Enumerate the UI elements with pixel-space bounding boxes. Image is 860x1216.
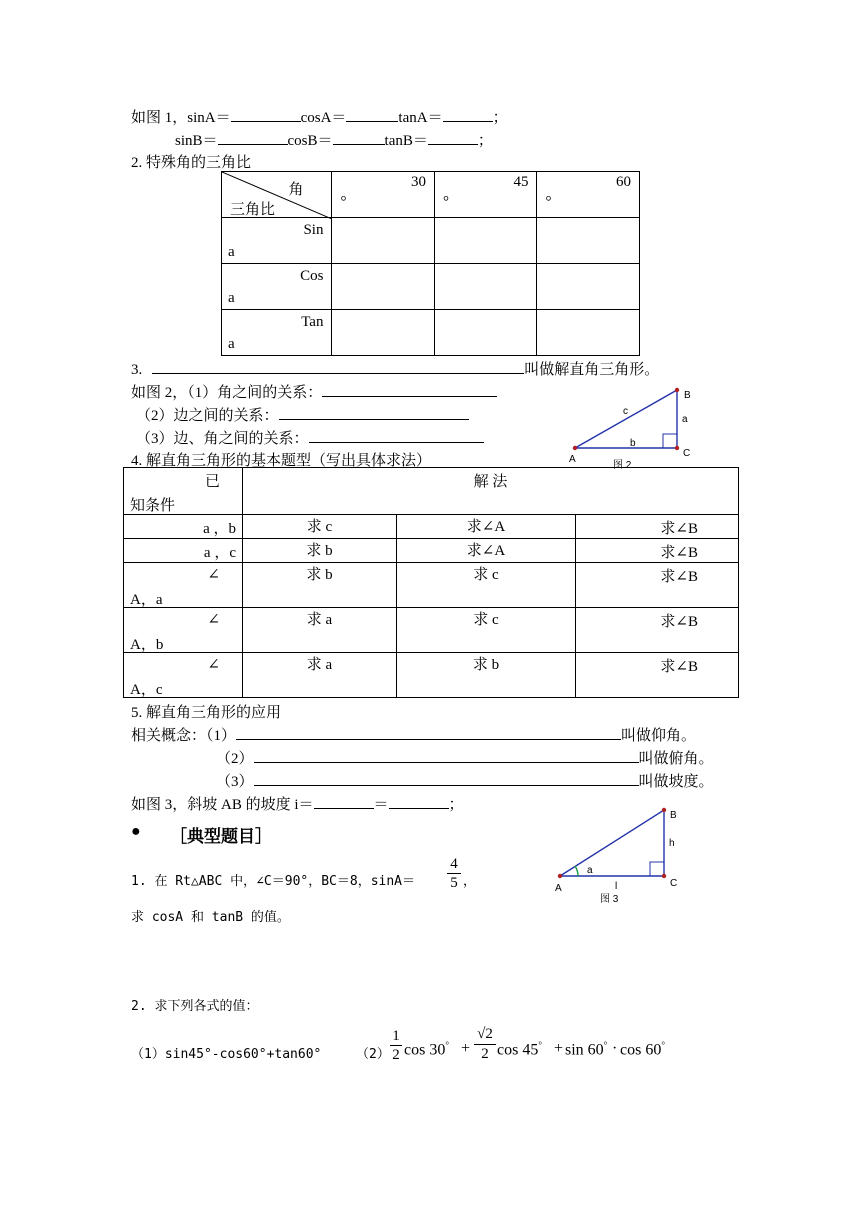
concept-1-line: 相关概念：（1） 叫做仰角。 [131, 724, 696, 745]
bullet-icon: ● [131, 823, 141, 840]
blank[interactable] [152, 359, 524, 374]
vertex-c-label: C [683, 448, 691, 459]
cond-cell: ∠ A，c [124, 653, 243, 698]
header-solution: 解 法 [243, 468, 739, 515]
solve-types-table [123, 467, 739, 698]
side-b-label: b [630, 438, 636, 449]
blank[interactable] [428, 130, 478, 145]
sin-cos-tan-line-b: sinB＝ cosB＝ tanB＝ ； [175, 129, 493, 150]
question-2-title: 2. 求下列各式的值： [131, 999, 259, 1014]
vertex-c-label: C [670, 878, 678, 889]
solve-cell: 求 b [243, 563, 397, 608]
blank[interactable] [231, 107, 301, 122]
blank[interactable] [443, 107, 493, 122]
solve-cell: 求 c [397, 563, 576, 608]
blank[interactable] [322, 382, 497, 397]
row-label-cos: Cos a [222, 264, 332, 310]
corner-bottom-label: 三角比 [230, 202, 276, 218]
solve-cell: 求 b [397, 653, 576, 698]
blank[interactable] [254, 771, 639, 786]
question-2-part-1: （1）sin45°-cos60°+tan60° [131, 1047, 322, 1062]
solve-cell: 求∠A [397, 515, 576, 539]
answer-cell[interactable] [332, 264, 435, 310]
vertex-a-label: A [555, 883, 562, 894]
header-45: 45 ° [434, 172, 537, 218]
vertex-b-label: B [684, 390, 691, 401]
fraction-4-5 [447, 856, 461, 892]
solve-cell: 求∠B [576, 563, 739, 608]
expr-sin60: sin 60° [565, 1040, 608, 1059]
sin-cos-tan-line-a: 如图 1，sinA＝ cosA＝ tanA＝ ； [131, 106, 508, 127]
fraction-denominator: 5 [447, 873, 461, 892]
plus-sign: + [461, 1040, 471, 1057]
blank[interactable] [346, 107, 398, 122]
vertex-b-label: B [670, 810, 677, 821]
answer-cell[interactable] [434, 264, 537, 310]
side-a-label: a [682, 414, 688, 425]
expr-cos30: cos 30° [404, 1040, 449, 1059]
side-relation-line: （2）边之间的关系： [136, 404, 469, 425]
answer-cell[interactable] [332, 310, 435, 356]
figure-2-triangle [560, 382, 700, 470]
side-angle-relation-line: （3）边、角之间的关系： [136, 427, 484, 448]
answer-cell[interactable] [537, 264, 640, 310]
answer-cell[interactable] [332, 218, 435, 264]
blank[interactable] [309, 428, 484, 443]
question-1-line: 1. 在 Rt△ABC 中，∠C＝90°，BC＝8，sinA＝ [131, 874, 416, 889]
blank[interactable] [218, 130, 288, 145]
answer-cell[interactable] [434, 218, 537, 264]
special-angle-table [221, 171, 640, 356]
header-30: 30 ° [332, 172, 435, 218]
solve-cell: 求 b [243, 539, 397, 563]
solve-cell: 求∠B [576, 539, 739, 563]
vertex-a-label: A [569, 454, 576, 465]
row-label-tan: Tan a [222, 310, 332, 356]
blank[interactable] [279, 405, 469, 420]
cond-cell: ∠ A，a [124, 563, 243, 608]
cond-cell: a ，b [124, 515, 243, 539]
answer-cell[interactable] [434, 310, 537, 356]
solve-cell: 求∠A [397, 539, 576, 563]
section-5-title: 5. 解直角三角形的应用 [131, 705, 282, 721]
answer-cell[interactable] [537, 218, 640, 264]
header-60: 60 ° [537, 172, 640, 218]
figure-2-caption: 图 2 [613, 460, 632, 470]
question-1-line-2: 求 cosA 和 tanB 的值。 [131, 910, 290, 925]
figure-3-triangle [548, 800, 698, 906]
blank[interactable] [314, 794, 374, 809]
cond-cell: ∠ A，b [124, 608, 243, 653]
section-4-title: 4. 解直角三角形的基本题型（写出具体求法） [131, 453, 432, 469]
answer-cell[interactable] [537, 310, 640, 356]
solve-cell: 求 c [397, 608, 576, 653]
blank[interactable] [236, 725, 621, 740]
side-h-label: h [669, 838, 675, 849]
angle-relation-line: 如图 2，（1）角之间的关系： [131, 381, 497, 402]
solve-cell: 求 c [243, 515, 397, 539]
expr-cos60: cos 60° [620, 1040, 665, 1059]
row-label-sin: Sin a [222, 218, 332, 264]
corner-top-label: 角 [288, 182, 304, 198]
plus-sign: + [554, 1040, 564, 1057]
fraction-1-2: 1 2 [390, 1028, 402, 1064]
section-3-line: 3. 叫做解直角三角形。 [131, 358, 659, 379]
blank[interactable] [389, 794, 449, 809]
angle-a-label: a [587, 865, 593, 876]
solve-cell: 求∠B [576, 608, 739, 653]
concept-3-line: （3） 叫做坡度。 [216, 770, 714, 791]
side-l-label: l [615, 881, 618, 892]
corner-cell [222, 172, 332, 218]
solve-cell: 求 a [243, 608, 397, 653]
fraction-sqrt2-2: √2 2 [474, 1024, 496, 1063]
blank[interactable] [254, 748, 639, 763]
header-known-conditions: 已 知条件 [124, 468, 243, 515]
dot-sign: · [612, 1040, 618, 1057]
typical-heading: ［典型题目］ [170, 827, 272, 847]
figure-3-caption: 图 3 [600, 894, 619, 905]
side-c-label: c [623, 406, 628, 417]
solve-cell: 求 a [243, 653, 397, 698]
solve-cell: 求∠B [576, 515, 739, 539]
expr-cos45: cos 45° [497, 1040, 542, 1059]
blank[interactable] [333, 130, 385, 145]
concept-2-line: （2） 叫做俯角。 [216, 747, 714, 768]
slope-line: 如图 3，斜坡 AB 的坡度 i＝ ＝ ； [131, 793, 464, 814]
question-2-part-2-label: （2） [356, 1047, 390, 1062]
fraction-numerator: 4 [450, 856, 458, 872]
solve-cell: 求∠B [576, 653, 739, 698]
comma: ， [463, 873, 477, 888]
cond-cell: a ，c [124, 539, 243, 563]
section-2-title: 2. 特殊角的三角比 [131, 155, 252, 171]
